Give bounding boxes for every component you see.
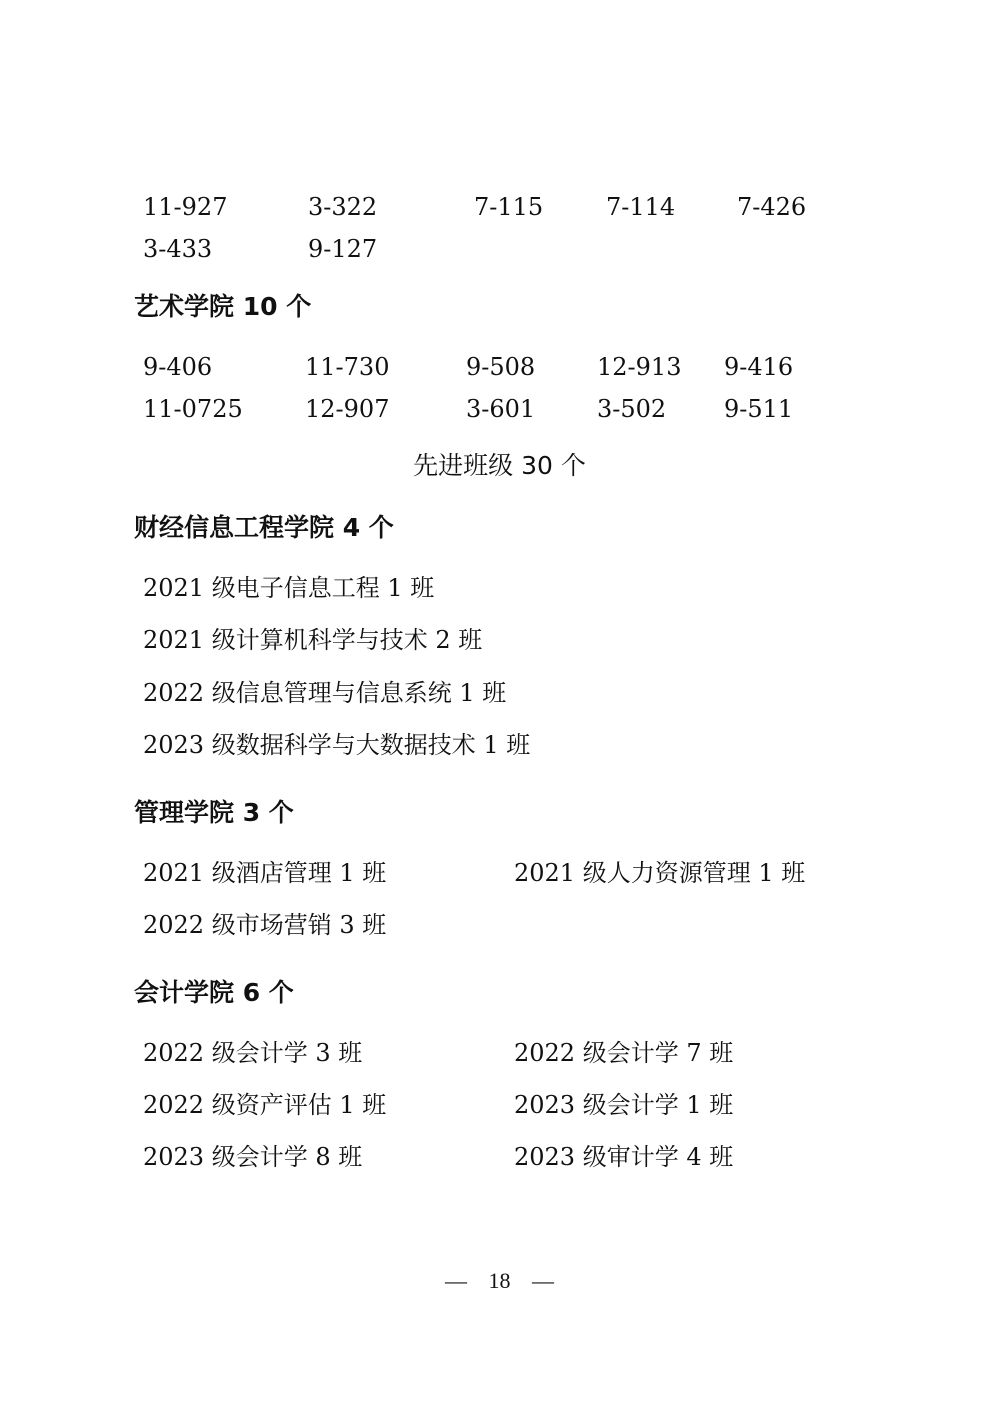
class-item: 2022 级市场营销 3 班: [143, 911, 387, 939]
class-item: 2021 级电子信息工程 1 班: [143, 574, 435, 602]
class-item: 2022 级信息管理与信息系统 1 班: [143, 679, 507, 707]
room-number: 3-322: [308, 193, 378, 221]
room-row: [0, 350, 999, 384]
room-number: 12-913: [597, 353, 682, 381]
class-item: 2021 级计算机科学与技术 2 班: [143, 626, 483, 654]
class-item: 2022 级资产评估 1 班: [143, 1091, 387, 1119]
room-row: [0, 190, 999, 224]
section-heading-finance-it: 财经信息工程学院 4 个: [134, 513, 394, 542]
room-row: [0, 392, 999, 426]
page-footer: [0, 1266, 999, 1296]
class-item: 2023 级数据科学与大数据技术 1 班: [143, 731, 531, 759]
class-item: 2023 级会计学 1 班: [514, 1091, 734, 1119]
footer-dash-right: —: [532, 1268, 554, 1293]
room-number: 9-127: [308, 235, 378, 263]
page-number: 18: [488, 1268, 511, 1293]
class-item: 2023 级会计学 8 班: [143, 1143, 363, 1171]
section-heading-accounting: 会计学院 6 个: [134, 978, 294, 1007]
class-item: 2022 级会计学 7 班: [514, 1039, 734, 1067]
room-number: 9-406: [143, 353, 213, 381]
section-heading-art-college: 艺术学院 10 个: [134, 292, 312, 321]
class-item: 2022 级会计学 3 班: [143, 1039, 363, 1067]
room-number: 7-114: [606, 193, 676, 221]
room-number: 11-0725: [143, 395, 243, 423]
room-number: 7-426: [737, 193, 807, 221]
room-number: 11-730: [305, 353, 390, 381]
class-item: 2021 级人力资源管理 1 班: [514, 859, 806, 887]
footer-dash-left: —: [445, 1268, 467, 1293]
room-row: [0, 232, 999, 266]
room-number: 9-511: [724, 395, 794, 423]
room-number: 3-502: [597, 395, 667, 423]
advanced-classes-title: 先进班级 30 个: [413, 451, 586, 480]
room-number: 7-115: [474, 193, 544, 221]
room-number: 9-508: [466, 353, 536, 381]
room-number: 3-601: [466, 395, 536, 423]
room-number: 9-416: [724, 353, 794, 381]
section-heading-management: 管理学院 3 个: [134, 798, 294, 827]
class-item: 2021 级酒店管理 1 班: [143, 859, 387, 887]
room-number: 12-907: [305, 395, 390, 423]
room-number: 11-927: [143, 193, 228, 221]
class-item: 2023 级审计学 4 班: [514, 1143, 734, 1171]
room-number: 3-433: [143, 235, 213, 263]
